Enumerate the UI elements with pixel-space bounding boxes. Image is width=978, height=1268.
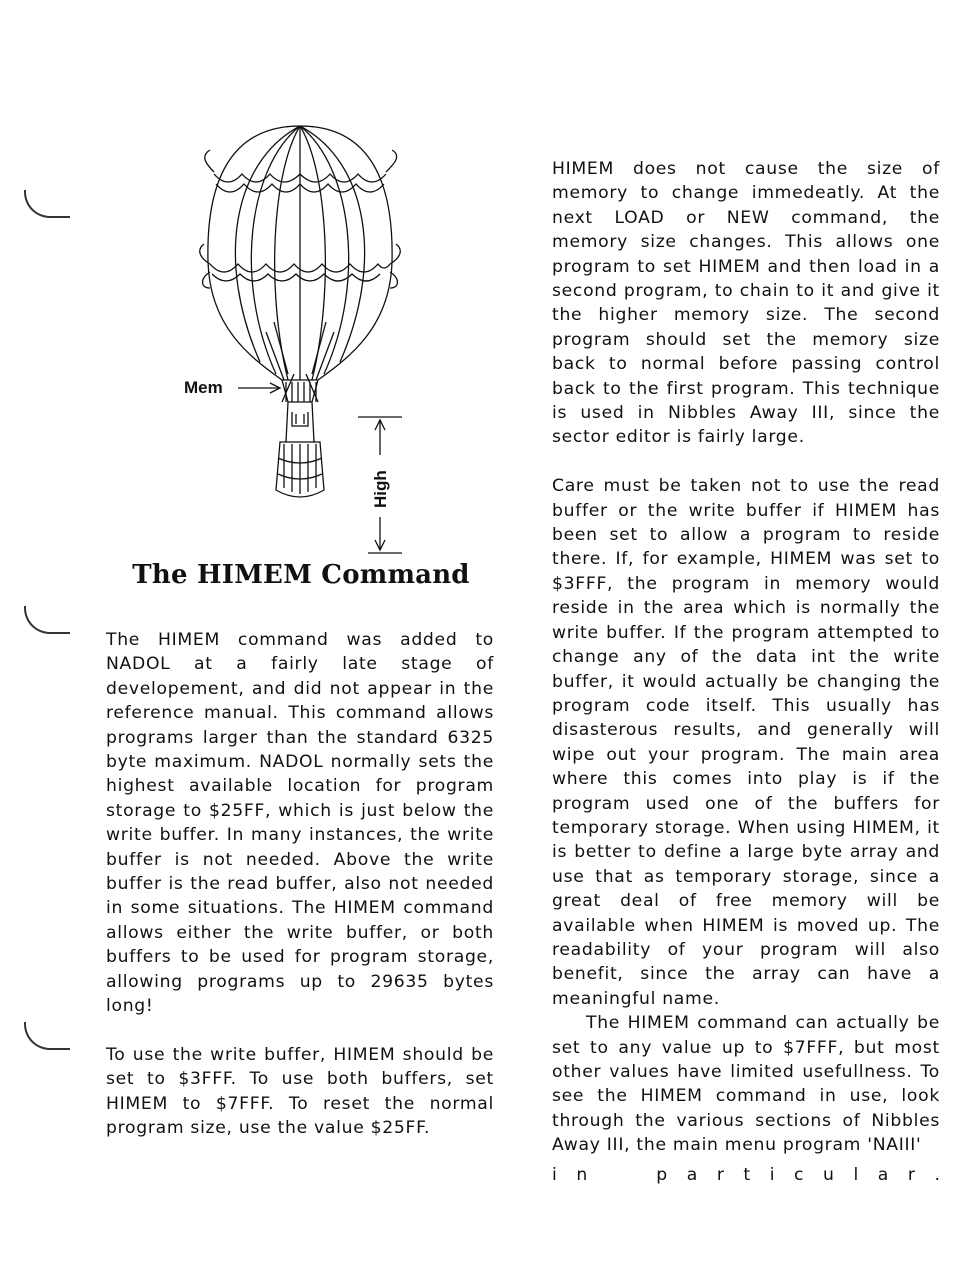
tail-letter: r: [907, 1165, 915, 1185]
binder-hole-mark: [24, 606, 70, 634]
tail-letter: p: [656, 1165, 668, 1185]
tail-letter: t: [743, 1165, 751, 1185]
tail-letter: i: [769, 1165, 775, 1185]
tail-letter: i: [552, 1165, 557, 1185]
high-label: High: [371, 470, 390, 508]
section-title: The HIMEM Command: [132, 560, 470, 590]
tail-letter: a: [877, 1165, 889, 1185]
tail-letter: c: [794, 1165, 804, 1185]
paragraph: Care must be taken not to use the read buffer or the write buffer if HIMEM has been set to allow a program to reside there. If, for example, HIMEM was set to $3FFF, the program in memory would reside in the area which is normally the write buffer. If the program attempted to change any of the data int the write buffer, it would actually be changing the program code itself. This usually has disasterous results, and generally will wipe out your program. The main area where this comes into play is if the program used one of the buffers for temporary storage. When using HIMEM, it is better to define a large byte array and use that as temporary storage, since a great deal of free memory will be available when HIMEM is moved up. The readability of your program will also benefit, since the array can have a meaningful name.: [552, 476, 940, 1009]
paragraph: To use the write buffer, HIMEM should be set to $3FFF. To use both buffers, set HIMEM to $7FFF. To reset the normal program size, use the value $25FF.: [106, 1044, 494, 1139]
tail-letter: n: [576, 1165, 588, 1185]
tail-letter: u: [823, 1165, 834, 1185]
paragraph: The HIMEM command was added to NADOL at a fairly late stage of developement, and did not appear in the reference manual. This command allows programs larger than the standard 6325 byte maximum. NADOL normally sets the highest available location for program storage to $25FF, which is just below the write buffer. In many instances, the write buffer is not needed. Above the write buffer is the read buffer, also not needed in some situations. The HIMEM command allows either the write buffer, or both buffers to be used for program storage, allowing programs up to 29635 bytes long!: [106, 630, 494, 1017]
spaced-tail-line: [552, 1165, 940, 1185]
tail-letter: r: [716, 1165, 724, 1185]
binder-hole-mark: [24, 1022, 70, 1050]
paragraph: HIMEM does not cause the size of memory to change immedeatly. At the next LOAD or NEW command, the memory size changes. This allows one program to set HIMEM and then load in a second program, to chain to it and give it the higher memory size. The second program should set the memory size back to normal before passing control back to the first program. This technique is used in Nibbles Away III, since the sector editor is fairly large.: [552, 159, 940, 448]
right-column: [552, 157, 940, 1158]
hot-air-balloon-illustration: [170, 112, 430, 562]
tail-letter: a: [686, 1165, 698, 1185]
binder-hole-mark: [24, 190, 70, 218]
paragraph: The HIMEM command can actually be set to any value up to $7FFF, but most other values have limited usefullness. To see the HIMEM command in use, look through the various sections of Nibbles Away III, the main menu program 'NAIII': [552, 1013, 940, 1156]
left-column: [106, 628, 494, 1141]
mem-label: Mem: [184, 378, 223, 397]
tail-letter: l: [853, 1165, 859, 1185]
tail-letter: .: [934, 1165, 940, 1185]
